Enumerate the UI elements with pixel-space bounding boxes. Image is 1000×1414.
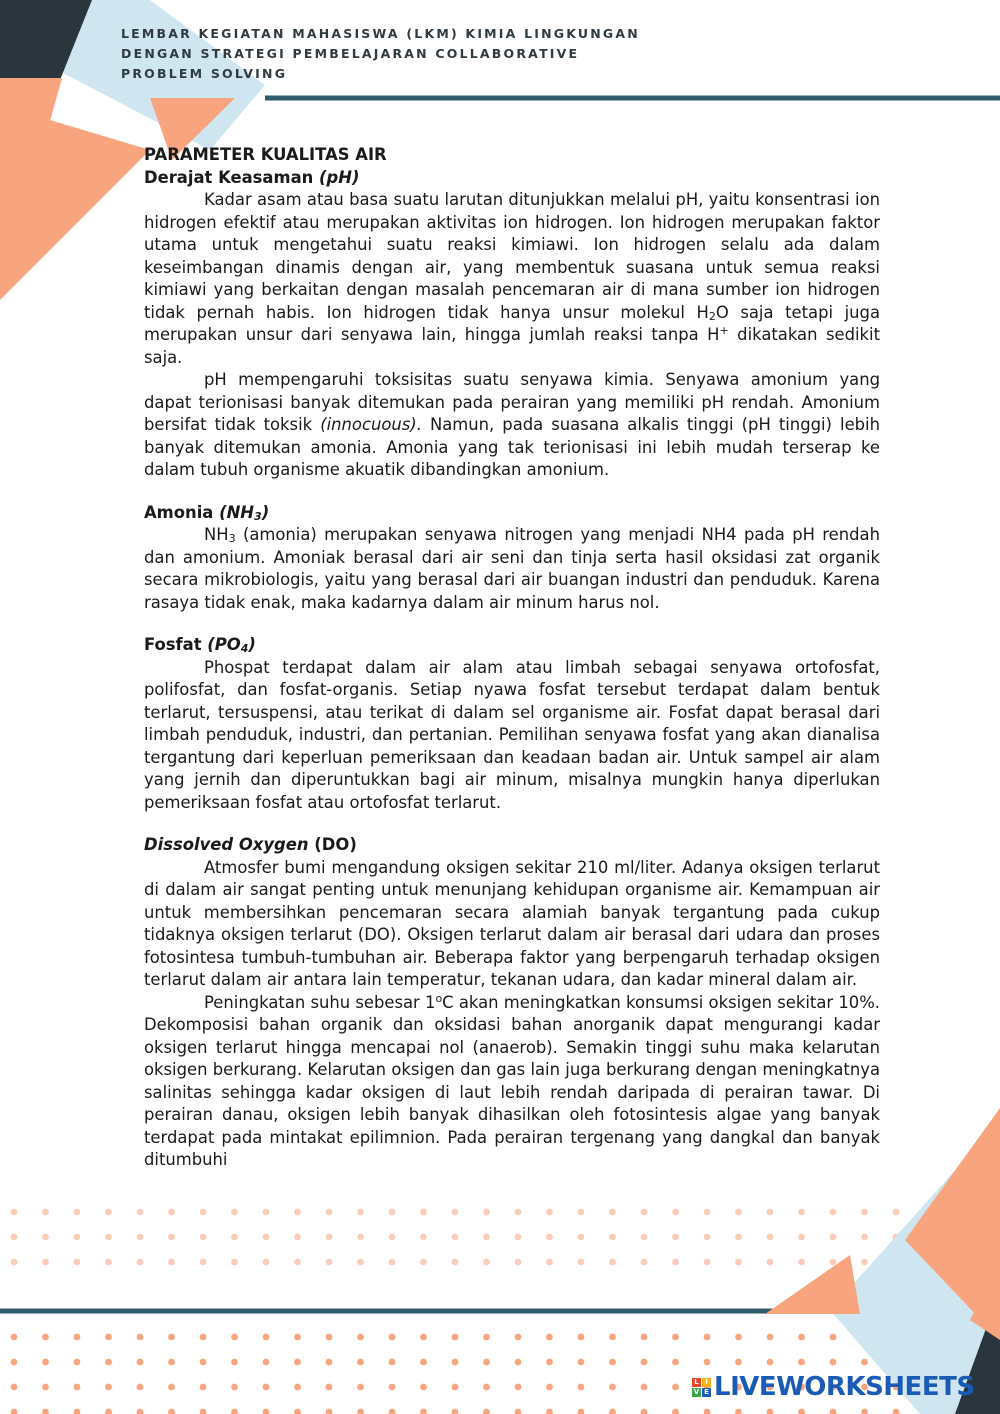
section-heading-ph bbox=[144, 167, 880, 190]
subscript: 3 bbox=[228, 532, 236, 545]
superscript: o bbox=[435, 991, 443, 1005]
subscript: 2 bbox=[708, 309, 716, 323]
salmon-triangle-left bbox=[0, 105, 150, 300]
paragraph-amonia bbox=[144, 524, 880, 614]
page-title: PARAMETER KUALITAS AIR bbox=[144, 145, 387, 164]
logo-letter: I bbox=[702, 1378, 711, 1387]
text-run: C akan meningkatkan konsumsi oksigen sekitar 10%. Dekomposisi bahan organik dan oksidasi bahan anorganik dapat mengurangi kadar oksigen terlarut hingga mencapai nol (anaerob). Semakin tinggi suhu maka kelarutan oksigen berkurang. Kelarutan oksigen dan gas lain juga berkurang dengan meningkatnya salinitas sehingga kadar oksigen di laut lebih rendah daripada di perairan tawar. Di perairan danau, oksigen lebih banyak dihasilkan oleh fotosintesis algae yang banyak terdapat pada mintakat epilimnion. Pada perairan tergenang yang dangkal dan banyak ditumbuhi bbox=[144, 992, 880, 1169]
section-heading-do bbox=[144, 834, 880, 857]
paragraph-ph-2 bbox=[144, 369, 880, 482]
header-line-1: LEMBAR KEGIATAN MAHASISWA (LKM) KIMIA LINGKUNGAN bbox=[121, 26, 640, 41]
logo-letter: L bbox=[692, 1378, 701, 1387]
heading-em-close: ) bbox=[248, 635, 256, 654]
text-run: (amonia) merupakan senyawa nitrogen yang menjadi NH4 pada pH rendah dan amonium. Amoniak berasal dari air seni dan tinja serta hasil oksidasi zat organik secara mikrobiologis, yaitu yang berasal dari air buangan industri dan penduduk. Karena rasaya tidak enak, maka kadarnya dalam air minum harus nol. bbox=[144, 525, 880, 612]
subscript: 4 bbox=[240, 642, 249, 655]
heading-text: Derajat Keasaman bbox=[144, 167, 320, 187]
text-run: pH mempengaruhi toksisitas suatu senyawa kimia. Senyawa amonium yang dapat terionisasi banyak ditemukan pada perairan yang memiliki pH rendah. Amonium bersifat tidak toksik bbox=[144, 370, 880, 434]
header-line-2: DENGAN STRATEGI PEMBELAJARAN COLLABORATIVE bbox=[121, 46, 580, 61]
paragraph-do-1: Atmosfer bumi mengandung oksigen sekitar 210 ml/liter. Adanya oksigen terlarut di dalam air sangat penting untuk menunjang kehidupan organisme air. Kemampuan air untuk membersihkan pencemaran secara alamiah banyak tergantung pada cukup tidaknya oksigen terlarut (DO). Oksigen terlarut dalam air berasal dari udara dan proses fotosintesa tumbuh-tumbuhan air. Beberapa faktor yang berpengaruh terhadap oksigen terlarut dalam air antara lain temperatur, tekanan udara, dan kadar mineral dalam air. bbox=[144, 857, 880, 989]
paragraph-fosfat: Phospat terdapat dalam air alam atau limbah sebagai senyawa ortofosfat, polifosfat, dan fosfat-organis. Setiap nyawa fosfat tersebut terdapat dalam bentuk terlarut, tersuspensi, atau terikat di dalam sel organisme air. Fosfat dapat berasal dari limbah penduduk, industri, dan pertanian. Pemilihan senyawa fosfat yang akan dianalisa tergantung dari keperluan pemeriksaan dan keadaan badan air. Untuk sampel air alam yang jernih dan diperuntukkan bagi air minum, misalnya mungkin hanya diperlukan pemeriksaan fosfat atau ortofosfat terlarut. bbox=[144, 657, 880, 812]
heading-text: Amonia bbox=[144, 502, 220, 522]
subscript: 3 bbox=[254, 509, 262, 523]
heading-em: Dissolved Oxygen bbox=[144, 835, 309, 854]
section-heading-amonia bbox=[144, 502, 880, 525]
superscript: + bbox=[719, 324, 729, 337]
document-header bbox=[121, 24, 640, 84]
text-run: Kadar asam atau basa suatu larutan ditunjukkan melalui pH, yaitu konsentrasi ion hidrogen efektif atau merupakan aktivitas ion hidrogen. Ion hidrogen merupakan faktor utama untuk mengetahui suatu reaksi kimiawi. Ion hidrogen selalu ada dalam keseimbangan dinamis dengan air, yang membentuk suasana untuk semua reaksi kimiawi yang berkaitan dengan masalah pencemaran air di mana sumber ion hidrogen tidak pernah habis. Ion hidrogen tidak hanya unsur molekul H bbox=[144, 190, 880, 322]
text-run: Peningkatan suhu sebesar 1 bbox=[204, 992, 436, 1012]
text-run: NH bbox=[204, 525, 229, 544]
paragraph-ph-1 bbox=[144, 189, 880, 369]
text-run: dikatakan sedikit saja. bbox=[144, 325, 880, 367]
heading-text: (DO) bbox=[308, 835, 357, 854]
watermark-text: LIVEWORKSHEETS bbox=[714, 1372, 975, 1402]
header-line-3: PROBLEM SOLVING bbox=[121, 66, 288, 81]
liveworksheets-logo-icon bbox=[692, 1378, 711, 1397]
text-run: O saja tetapi juga merupakan unsur dari senyawa lain, hingga jumlah reaksi tanpa H bbox=[144, 302, 881, 344]
heading-em bbox=[207, 635, 256, 654]
paragraph-do-2 bbox=[144, 992, 880, 1172]
heading-em bbox=[219, 503, 269, 522]
heading-em-text: (PO bbox=[207, 635, 241, 654]
text-run: Namun, pada suasana alkalis tinggi (pH tinggi) lebih banyak ditemukan amonia. Amonia yang tak terionisasi ini lebih mudah terserap ke dalam tubuh organisme akuatik dibandingkan amonium. bbox=[144, 415, 880, 479]
logo-letter: E bbox=[702, 1388, 711, 1397]
section-heading-fosfat bbox=[144, 634, 880, 657]
heading-em-text: (NH bbox=[219, 502, 255, 522]
logo-letter: V bbox=[693, 1387, 700, 1396]
italic-term: (innocuous). bbox=[320, 415, 422, 434]
liveworksheets-watermark bbox=[692, 1372, 975, 1402]
heading-em: (pH) bbox=[319, 167, 360, 187]
heading-em-close: ) bbox=[261, 502, 270, 522]
heading-text: Fosfat bbox=[144, 635, 208, 654]
document-body bbox=[144, 144, 880, 1172]
